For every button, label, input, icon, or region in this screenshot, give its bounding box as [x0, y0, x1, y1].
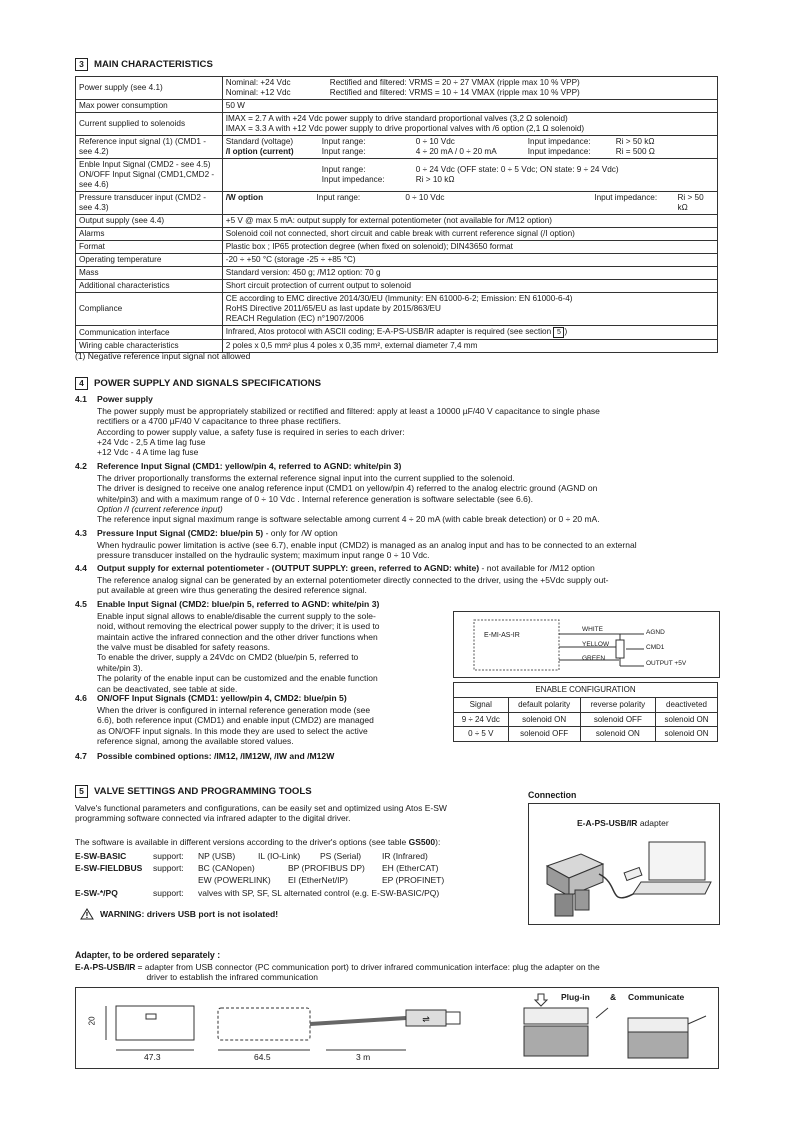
subsection-4-4	[75, 563, 595, 573]
row-label: Additional characteristics	[76, 280, 223, 293]
text: support:	[153, 888, 184, 898]
text: EW (POWERLINK)	[198, 875, 271, 885]
text: 4 ÷ 20 mA / 0 ÷ 20 mA	[415, 147, 497, 156]
text: IL (IO-Link)	[258, 851, 301, 861]
section-number: 5	[75, 785, 88, 798]
cable	[596, 1008, 608, 1018]
row-label: Max power consumption	[76, 100, 223, 113]
connection-illustration	[529, 804, 719, 924]
driver-outline	[474, 620, 559, 670]
cell: solenoid OFF	[508, 727, 580, 742]
wire-label: OUTPUT +5V	[646, 660, 687, 667]
table-row	[76, 267, 718, 280]
characteristics-table	[75, 76, 718, 353]
sw-name: E-SW-FIELDBUS	[75, 863, 143, 873]
text: Input range:	[321, 165, 366, 174]
num: 4.3	[75, 528, 87, 538]
section-ref: 5	[553, 327, 564, 338]
sw-name: E-SW-*/PQ	[75, 888, 118, 898]
adapter-drawing	[75, 987, 719, 1069]
text: )	[564, 327, 568, 336]
line: The driver proportionally transforms the external reference signal input into the current supplied to the solenoid.	[97, 473, 515, 483]
row-value	[222, 113, 717, 136]
driver-plug-in	[524, 1026, 588, 1056]
table-row	[76, 254, 718, 267]
line: Valve's functional parameters and configurations, can be easily set and optimized using Atos E-SW	[75, 803, 447, 813]
line: programming software connected via infrared adapter to the digital driver.	[75, 813, 351, 824]
text: /W option	[225, 193, 264, 202]
num: 4.6	[75, 693, 87, 703]
dim-width-2: 64.5	[254, 1052, 271, 1062]
sec5-software	[75, 837, 440, 847]
line: white/pin3) and with a maximum range of 0 ÷ 10 Vdc . Internal reference generation is software selectable (see 6.6).	[97, 493, 534, 504]
row-label: Current supplied to solenoids	[76, 113, 223, 136]
connection-title: Connection	[528, 790, 577, 800]
text: EH (EtherCAT)	[382, 863, 439, 873]
row-value: -20 ÷ +50 °C (storage -25 ÷ +85 °C)	[222, 254, 717, 267]
line: white/pin 3).	[97, 662, 143, 673]
text: Input impedance:	[594, 193, 658, 202]
warning-text: WARNING: drivers USB port is not isolated!	[100, 908, 279, 919]
driver-label: E-MI-AS-IR	[484, 632, 520, 639]
row-label	[76, 159, 223, 192]
num: 4.2	[75, 461, 87, 471]
subsection-4-6	[75, 693, 347, 703]
row-value: Solenoid coil not connected, short circuit and cable break with current reference signal (/I option)	[222, 228, 717, 241]
text: Ri > 50 kΩ	[615, 137, 655, 146]
cell: solenoid ON	[656, 727, 718, 742]
col-header: Signal	[454, 697, 509, 712]
adapter-title: Adapter, to be ordered separately :	[75, 950, 221, 960]
dim-width-1: 47.3	[144, 1052, 161, 1062]
wiring-diagram	[453, 611, 720, 678]
sw-name: E-SW-BASIC	[75, 851, 127, 861]
text: support:	[153, 851, 184, 861]
cell: solenoid ON	[656, 712, 718, 727]
sw-fieldbus-2	[75, 875, 444, 885]
para-4-3	[97, 540, 637, 561]
cable	[688, 1016, 706, 1024]
text: ):	[435, 837, 441, 847]
table-row	[76, 228, 718, 241]
subsection-4-5	[75, 599, 379, 609]
wire-label: YELLOW	[582, 641, 610, 648]
num: 4.1	[75, 394, 87, 404]
adapter-text	[137, 962, 599, 983]
line: To enable the driver, supply a 24Vdc on CMD2 (blue/pin 5, referred to	[97, 652, 359, 663]
text: The software is available in different versions according to the driver's options (see table	[75, 837, 407, 847]
adapter-code: E-A-PS-USB/IR	[75, 962, 136, 972]
text: Input range:	[321, 137, 366, 146]
sw-fieldbus	[75, 863, 439, 873]
laptop-base	[633, 882, 711, 894]
title: Power supply	[97, 394, 153, 404]
text: 0 ÷ 10 Vdc	[405, 193, 445, 202]
title: Possible combined options: /IM12, /IM12W, /IW and /M12W	[97, 751, 335, 761]
wire-label: WHITE	[582, 626, 603, 633]
title: Pressure Input Signal (CMD2: blue/pin 5)	[97, 528, 264, 538]
text: Nominal: +12 Vdc	[225, 88, 291, 97]
text: BP (PROFIBUS DP)	[288, 863, 365, 873]
row-value	[222, 293, 717, 326]
line: +24 Vdc - 2,5 A time lag fuse	[97, 437, 206, 448]
table-row	[76, 100, 718, 113]
text: Rectified and filtered: VRMS = 20 ÷ 27 VMAX (ripple max 10 % VPP)	[329, 78, 580, 87]
table-row	[76, 77, 718, 100]
text: Ri > 10 kΩ	[415, 175, 455, 184]
warning	[80, 908, 278, 920]
cell: solenoid ON	[508, 712, 580, 727]
wire-label: CMD1	[646, 644, 665, 651]
text: Input range:	[321, 147, 366, 156]
row-value: +5 V @ max 5 mA: output supply for external potentiometer (not available for /M12 option)	[222, 215, 717, 228]
text: /I option (current)	[225, 147, 294, 156]
line: can be deactivated, see table at side.	[97, 683, 238, 694]
row-value	[222, 77, 717, 100]
col-header: deactiveted	[656, 697, 718, 712]
sw-basic	[75, 851, 428, 861]
line: Enable input signal allows to enable/disable the current supply to the sole-	[97, 611, 376, 621]
text: Input impedance:	[527, 147, 591, 156]
table-row	[76, 159, 718, 192]
text: BC (CANopen)	[198, 863, 255, 873]
num: 4.4	[75, 563, 87, 573]
table-row	[76, 326, 718, 340]
laptop-screen	[649, 842, 705, 880]
cell: 9 ÷ 24 Vdc	[454, 712, 509, 727]
adapter-communicate	[628, 1018, 688, 1032]
subsection-4-1	[75, 394, 153, 404]
row-value	[222, 159, 717, 192]
table-row	[454, 727, 718, 742]
table-row	[76, 136, 718, 159]
text: E-A-PS-USB/IR	[577, 818, 638, 828]
num: 4.7	[75, 751, 87, 761]
line: 6.6), both reference input (CMD1) and enable input (CMD2) are managed	[97, 715, 374, 726]
para-4-1	[97, 406, 600, 458]
section-number: 3	[75, 58, 88, 71]
cell: 0 ÷ 5 V	[454, 727, 509, 742]
arrow-down-icon	[535, 994, 547, 1006]
text: adapter	[639, 818, 669, 828]
para-4-2	[97, 473, 600, 525]
warning-icon	[80, 908, 94, 920]
line: rectifiers or a 4700 µF/40 V capacitance to three phase rectifiers.	[97, 416, 341, 427]
adapter-body-front	[116, 1006, 194, 1040]
table-row	[454, 712, 718, 727]
row-value: Plastic box ; IP65 protection degree (when fixed on solenoid); DIN43650 format	[222, 241, 717, 254]
communicate-label: Communicate	[628, 992, 685, 1002]
row-label: Output supply (see 4.4)	[76, 215, 223, 228]
row-label: Wiring cable characteristics	[76, 340, 223, 353]
text: Input impedance:	[321, 175, 385, 184]
text: CE according to EMC directive 2014/30/EU (Immunity: EN 61000-6-2; Emission: EN 61000-6-4)	[225, 294, 573, 303]
row-label: Communication interface	[76, 326, 223, 340]
section-title: VALVE SETTINGS AND PROGRAMMING TOOLS	[94, 785, 312, 797]
adapter-desc	[75, 962, 600, 983]
row-value: 50 W	[222, 100, 717, 113]
table-row	[76, 241, 718, 254]
section-5-header	[75, 785, 312, 798]
title: Enable Input Signal (CMD2: blue/pin 5, referred to AGND: white/pin 3)	[97, 599, 380, 609]
line: maintain active the infrared connection and the other driver functions when	[97, 631, 378, 642]
row-value	[222, 192, 717, 215]
subsection-4-7	[75, 751, 334, 761]
line: pressure transducer installed on the hydraulic system; maximum input range 0 ÷ 10 Vdc.	[97, 550, 430, 561]
para-4-6	[97, 705, 442, 746]
title-note: - not available for /M12 option	[481, 563, 595, 573]
title: Output supply for external potentiometer - (OUTPUT SUPPLY: green, referred to AGND: white)	[97, 563, 480, 573]
line: When the driver is configured in internal reference generation mode (see	[97, 705, 371, 715]
solenoid	[575, 890, 589, 910]
cell: solenoid OFF	[580, 712, 655, 727]
subsection-4-2	[75, 461, 401, 471]
row-value: Standard version: 450 g; /M12 option: 70 g	[222, 267, 717, 280]
wire-label: GREEN	[582, 655, 606, 662]
usb-plug	[624, 868, 642, 881]
text: PS (Serial)	[320, 851, 362, 861]
text: 0 ÷ 10 Vdc	[415, 137, 455, 146]
text: EP (PROFINET)	[382, 875, 445, 885]
adapter-drawing-svg	[76, 988, 718, 1068]
line: The polarity of the enable input can be customized and the enable function	[97, 673, 378, 684]
row-value: Short circuit protection of current output to solenoid	[222, 280, 717, 293]
table-row	[76, 192, 718, 215]
row-label: Alarms	[76, 228, 223, 241]
adapter-body-side	[218, 1008, 310, 1040]
line: The reference analog signal can be generated by an external potentiometer directly connected to the driver, using the +5Vdc supply out-	[97, 575, 609, 585]
dim-cable: 3 m	[356, 1052, 371, 1062]
row-label: Compliance	[76, 293, 223, 326]
title-note: - only for /W option	[265, 528, 338, 538]
text: Infrared, Atos protocol with ASCII coding; E-A-PS-USB/IR adapter is required (see section	[225, 327, 552, 336]
usb-symbol-icon: ⇌	[422, 1015, 430, 1025]
line: driver to establish the infrared communication	[146, 972, 318, 983]
usb-tip	[446, 1012, 460, 1024]
line: put available at green wire thus generating the desired reference signal.	[97, 585, 367, 596]
row-label: Operating temperature	[76, 254, 223, 267]
text: REACH Regulation (EC) n°1907/2006	[225, 314, 364, 323]
table-title: ENABLE CONFIGURATION	[454, 683, 718, 698]
svg-text:!: !	[85, 911, 89, 920]
sec5-intro	[75, 803, 447, 824]
text: Enble Input Signal (CMD2 - see 4.5)	[79, 160, 211, 169]
line: According to power supply value, a safety fuse is required in series to each driver:	[97, 426, 405, 437]
enable-config-table	[453, 682, 718, 742]
line: the valve must be disabled for safety reasons.	[97, 642, 270, 653]
num: 4.5	[75, 599, 87, 609]
text: Nominal: +24 Vdc	[225, 78, 291, 87]
table-row	[454, 683, 718, 698]
line: noid, without removing the electrical power supply to the driver; it is used to	[97, 621, 380, 632]
text: IMAX = 3.3 A with +12 Vdc power supply to drive proportional valves with /6 option (2,1 Ω solenoid)	[225, 124, 585, 133]
text: 0 ÷ 24 Vdc (OFF state: 0 ÷ 5 Vdc; ON state: 9 ÷ 24 Vdc)	[415, 165, 619, 174]
text: Input range:	[316, 193, 361, 202]
text: EI (EtherNet/IP)	[288, 875, 348, 885]
row-value	[222, 136, 717, 159]
section-4-header	[75, 377, 321, 390]
section-number: 4	[75, 377, 88, 390]
footnote: (1) Negative reference input signal not allowed	[75, 351, 251, 361]
row-value	[222, 326, 717, 340]
para-4-5	[97, 611, 442, 694]
text: IR (Infrared)	[382, 851, 428, 861]
line: +12 Vdc - 4 A time lag fuse	[97, 447, 199, 458]
usb-port-icon	[146, 1014, 156, 1019]
connection-figure	[528, 803, 720, 925]
table-row	[76, 293, 718, 326]
plugin-label: Plug-in	[561, 992, 590, 1002]
line: The reference input signal maximum range is software selectable among current 4 ÷ 20 mA (with cable break detection) or 0 ÷ 20 mA.	[97, 514, 600, 525]
text: valves with SP, SF, SL alternated control (e.g. E-SW-BASIC/PQ)	[198, 888, 440, 898]
text: GS500	[408, 837, 436, 847]
text: Ri > 50 kΩ	[677, 193, 704, 212]
table-row	[76, 113, 718, 136]
text: Input impedance:	[527, 137, 591, 146]
title: ON/OFF Input Signals (CMD1: yellow/pin 4, CMD2: blue/pin 5)	[97, 693, 347, 703]
cable	[310, 1018, 406, 1024]
text: Ri = 500 Ω	[615, 147, 655, 156]
section-3-header	[75, 58, 213, 71]
text: Standard (voltage)	[225, 137, 294, 146]
line: Option /I (current reference input)	[97, 504, 223, 515]
row-label: Format	[76, 241, 223, 254]
text: ON/OFF Input Signal (CMD1,CMD2 - see 4.6)	[79, 170, 215, 189]
line: as ON/OFF input signals. In this mode they are used to select the active	[97, 725, 368, 736]
section-title: POWER SUPPLY AND SIGNALS SPECIFICATIONS	[94, 377, 322, 389]
text: Rectified and filtered: VRMS = 10 ÷ 14 VMAX (ripple max 10 % VPP)	[329, 88, 580, 97]
para-4-4	[97, 575, 609, 596]
line: When hydraulic power limitation is active (see 6.7), enable input (CMD2) is managed as an analog input and has to be connected to an external	[97, 540, 637, 550]
text: IMAX = 2.7 A with +24 Vdc power supply to drive standard proportional valves (3,2 Ω solenoid)	[225, 114, 568, 123]
table-row	[76, 215, 718, 228]
subsection-4-3	[75, 528, 338, 538]
driver-communicate	[628, 1032, 688, 1058]
text: RoHS Directive 2011/65/EU as last update by 2015/863/EU	[225, 304, 441, 313]
table-row	[76, 280, 718, 293]
row-label: Reference input signal (1) (CMD1 - see 4.2)	[76, 136, 223, 159]
row-label: Pressure transducer input (CMD2 - see 4.3)	[76, 192, 223, 215]
col-header: reverse polarity	[580, 697, 655, 712]
row-label: Mass	[76, 267, 223, 280]
wire-label: AGND	[646, 629, 665, 636]
sw-pq	[75, 888, 439, 898]
line: reference signal, among the available stored values.	[97, 736, 294, 747]
line: The driver is designed to receive one analog reference input (CMD1 on yellow/pin 4) referred to the analog electric ground (AGND on	[97, 483, 598, 494]
line: = adapter from USB connector (PC communication port) to driver infrared communication interface: plug the adapter on the	[137, 962, 600, 972]
section-title: MAIN CHARACTERISTICS	[94, 58, 213, 70]
table-row	[454, 697, 718, 712]
row-value: 2 poles x 0,5 mm² plus 4 poles x 0,35 mm², external diameter 7,4 mm	[222, 340, 717, 353]
cell: solenoid ON	[580, 727, 655, 742]
line: The power supply must be appropriately stabilized or rectified and filtered: apply at least a 10000 µF/40 V capacitance to single phase	[97, 406, 600, 416]
title: Reference Input Signal (CMD1: yellow/pin 4, referred to AGND: white/pin 3)	[97, 461, 402, 471]
adapter-plug-in	[524, 1008, 588, 1024]
text: support:	[153, 863, 184, 873]
amp-label: &	[610, 992, 617, 1002]
row-label: Power supply (see 4.1)	[76, 77, 223, 100]
col-header: default polarity	[508, 697, 580, 712]
dim-height: 20	[87, 1016, 97, 1026]
potentiometer	[616, 640, 624, 658]
solenoid	[555, 894, 573, 916]
text: NP (USB)	[198, 851, 236, 861]
